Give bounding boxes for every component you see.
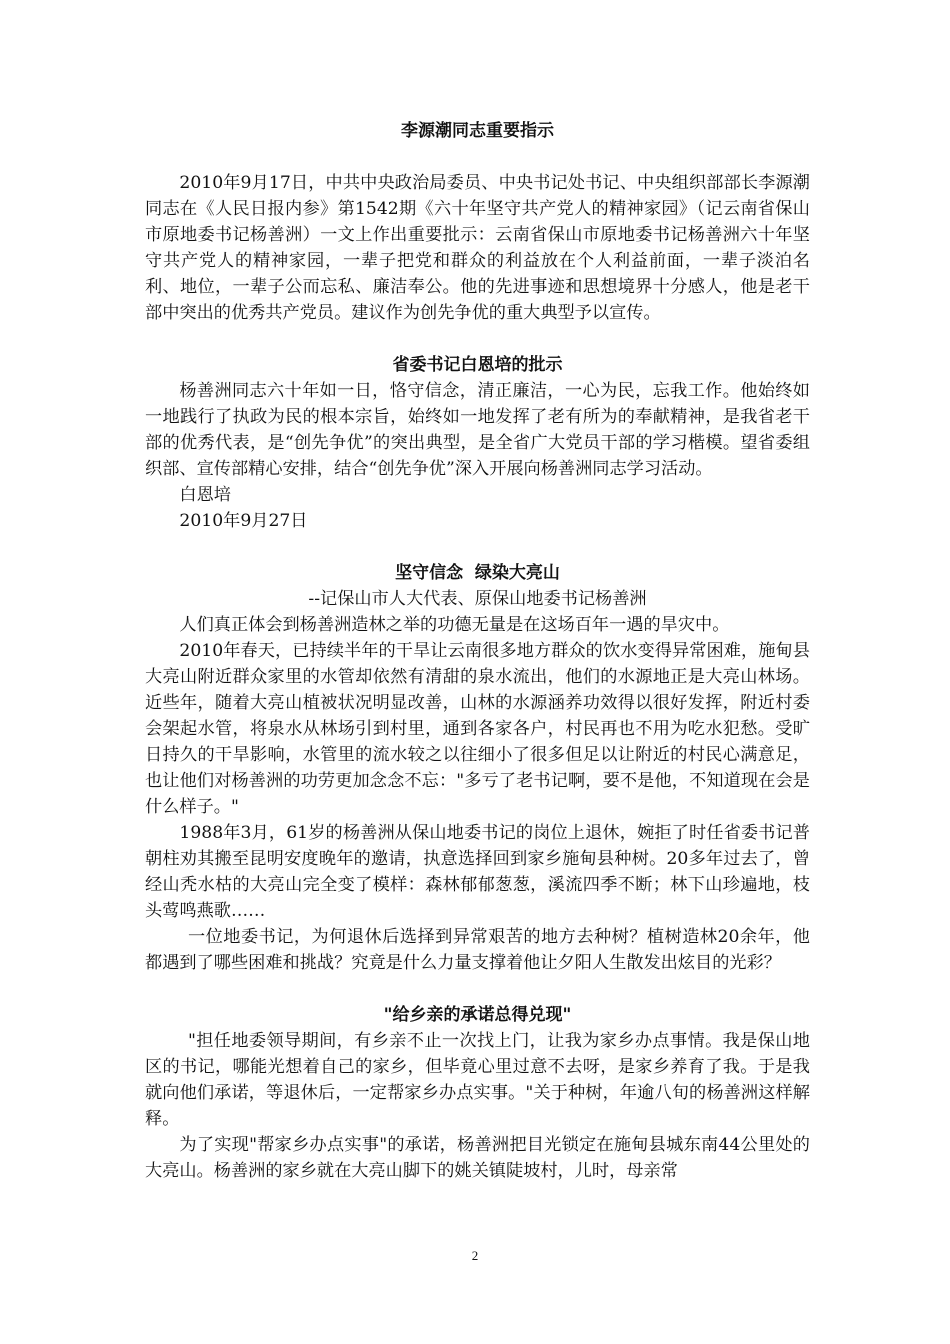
signature-date: 2010年9月27日 — [179, 511, 308, 531]
paragraph-questions: 一位地委书记，为何退休后选择到异常艰苦的地方去种树？植树造林20余年，他都遇到了哪些困难和挑战？究竟是什么力量支撑着他让夕阳人生散发出炫目的光彩？ — [145, 927, 810, 973]
spacer — [145, 534, 810, 560]
paragraph-drought-2010: 2010年春天，已持续半年的干旱让云南很多地方群众的饮水变得异常困难，施甸县大亮山附近群众家里的水管却依然有清甜的泉水流出，他们的水源地正是大亮山林场。近些年，随着大亮山植被状况明显改善，山林的水源涵养功效得以很好发挥，附近村委会架起水管，将泉水从林场引到村里，通到各家各户，村民再也不用为吃水犯愁。受旷日持久的干旱影响，水管里的流水较之以往细小了很多但足以让附近的村民心满意足，也让他们对杨善洲的功劳更加念念不忘："多亏了老书记啊，要不是他，不知道现在会是什么样子。" — [145, 641, 810, 817]
paragraph-bai-instruction: 杨善洲同志六十年如一日，恪守信念，清正廉洁，一心为民，忘我工作。他始终如一地践行了执政为民的根本宗旨，始终如一地发挥了老有所为的奉献精神，是我省老干部的优秀代表，是“创先争优”的突出典型，是全省广大党员干部的学习楷模。望省委组织部、宣传部精心安排，结合“创先争优”深入开展向杨善洲同志学习活动。 — [145, 381, 810, 479]
paragraph-drought-intro: 人们真正体会到杨善洲造林之举的功德无量是在这场百年一遇的旱灾中。 — [179, 615, 730, 635]
signature: 白恩培 — [179, 485, 231, 505]
spacer — [145, 144, 810, 170]
paragraph-li-instruction: 2010年9月17日，中共中央政治局委员、中央书记处书记、中央组织部部长李源潮同志在《人民日报内参》第1542期《六十年坚守共产党人的精神家园》（记云南省保山市原地委书记杨善洲）一文上作出重要批示：云南省保山市原地委书记杨善洲六十年坚守共产党人的精神家园，一辈子把党和群众的利益放在个人利益前面，一辈子淡泊名利、地位，一辈子公而忘私、廉洁奉公。他的先进事迹和思想境界十分感人，他是老干部中突出的优秀共产党员。建议作为创先争优的重大典型予以宣传。 — [145, 173, 810, 323]
document-page — [145, 118, 810, 1184]
section-subtitle: --记保山市人大代表、原保山地委书记杨善洲 — [308, 589, 647, 609]
spacer — [145, 976, 810, 1002]
section-title-promise: "给乡亲的承诺总得兑现" — [383, 1005, 572, 1025]
spacer — [145, 326, 810, 352]
section-title-bai-enpei: 省委书记白恩培的批示 — [392, 355, 563, 375]
paragraph-daliangshan-choice: 为了实现"帮家乡办点实事"的承诺，杨善洲把目光锁定在施甸县城东南44公里处的大亮山。杨善洲的家乡就在大亮山脚下的姚关镇陡坡村，儿时，母亲常 — [145, 1135, 810, 1181]
paragraph-retirement-1988: 1988年3月，61岁的杨善洲从保山地委书记的岗位上退休，婉拒了时任省委书记普朝柱劝其搬至昆明安度晚年的邀请，执意选择回到家乡施甸县种树。20多年过去了，曾经山秃水枯的大亮山完全变了模样：森林郁郁葱葱，溪流四季不断；林下山珍遍地，枝头莺鸣燕歌…… — [145, 823, 810, 921]
page-number: 2 — [471, 1248, 479, 1263]
section-title-daliangshan: 坚守信念 绿染大亮山 — [395, 563, 560, 583]
paragraph-promise-quote: "担任地委领导期间，有乡亲不止一次找上门，让我为家乡办点事情。我是保山地区的书记，哪能光想着自己的家乡，但毕竟心里过意不去呀，是家乡养育了我。于是我就向他们承诺，等退休后，一定帮家乡办点实事。"关于种树，年逾八旬的杨善洲这样解释。 — [145, 1031, 810, 1129]
section-title-li-yuanchao: 李源潮同志重要指示 — [401, 121, 554, 141]
